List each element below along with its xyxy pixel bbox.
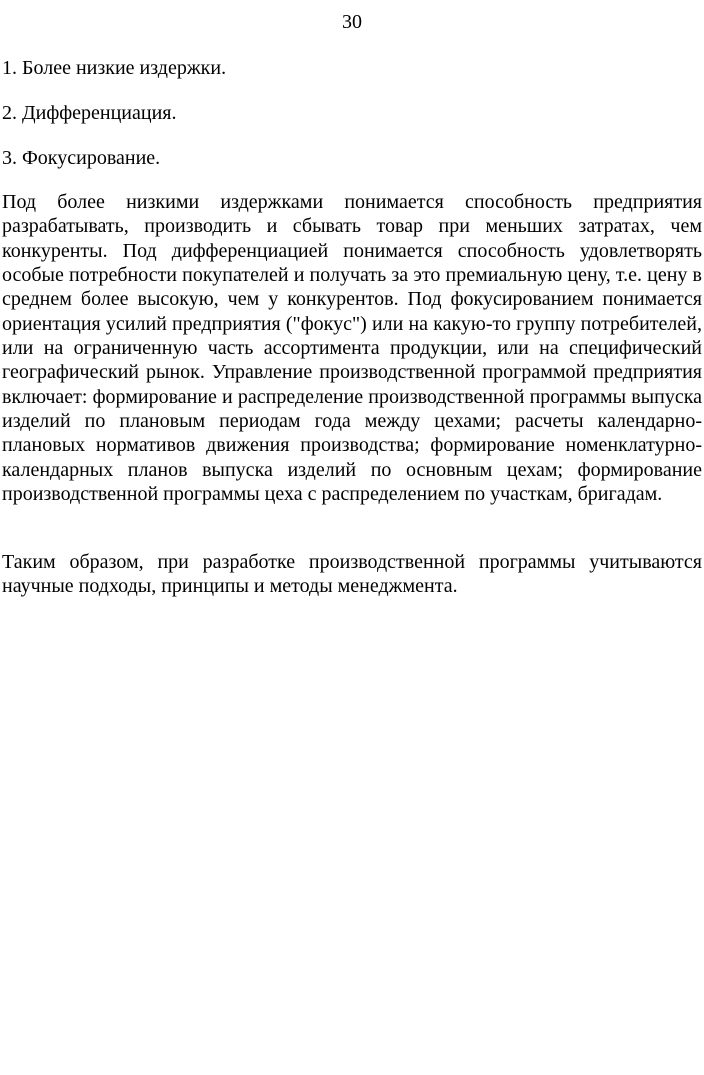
list-item: 2. Дифференциация. [2, 102, 177, 124]
strategy-list [2, 56, 702, 191]
paragraph-definitions: Под более низкими издержками понимается способность предприятия разрабатывать, производить и сбывать товар при меньших затратах, чем конкуренты. Под дифференциацией понимается способность удовлетворять особые потребности покупателей и получать за это премиальную цену, т.е. цену в среднем более высокую, чем у конкурентов. Под фокусированием понимается ориентация усилий предприятия ("фокус") или на какую-то группу потребителей, или на ограниченную часть ассортимента продукции, или на специфический географический рынок. Управление производственной программой предприятия включает: формирование и распределение производственной программы выпуска изделий по плановым периодам года между цехами; расчеты календарно-плановых нормативов движения производства; формирование номенклатурно-календарных планов выпуска изделий по основным цехам; формирование производственной программы цеха с распределением по участкам, бригадам. [2, 191, 702, 506]
page-number: 30 [342, 11, 362, 33]
list-item: 3. Фокусирование. [2, 147, 161, 169]
list-item: 1. Более низкие издержки. [2, 57, 227, 79]
paragraph-conclusion: Таким образом, при разработке производственной программы учитываются научные подходы, принципы и методы менеджмента. [2, 551, 702, 598]
